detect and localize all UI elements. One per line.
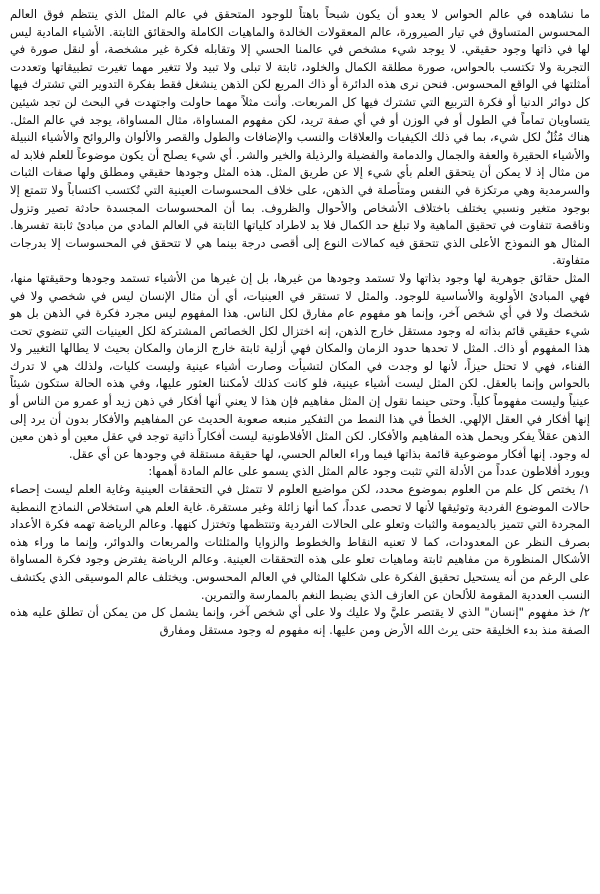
paragraph-forms-essence: المثل حقائق جوهرية لها وجود بذاتها ولا تستمد وجودها من غيرها، بل إن غيرها من الأشياء تستمد وجودها وحقيقتها منها، فهي المبادئ الأولوية والأساسية للوجود. والمثل لا تستقر في العينيات، أي أن مثال الإنسان ليس في شخصي ولا في شخصك ولا في أي شخص آخر، وإنما هو مفهوم عام مفارق لكل الناس. هذا المفهوم ليس مجرد فكرة في الذهن بل هو شيء حقيقي قائم بذاته له وجود مستقل خارج الذهن، إنه اختزال لكل الخصائص المشتركة لكل العينيات التي تنضوي تحت هذا المفهوم أو ذاك. المثل لا تحدها حدود الزمان والمكان فهي أزلية ثابتة خارج الزمان والمكان بحيث لا يطالها التغيير ولا الفناء، فهي لا تحتل حيزاً، لأنها لو وجدت في المكان لتشيأت وصارت أشياء عينية وليست كليات، ولذلك هي لا تدرك بالحواس وإنما بالعقل. لكن المثل ليست أشياء عينية، فلو كانت كذلك لأمكننا العثور عليها، وفي هذه الحالة ستكون شيئاً عينياً وليست مفهوماً كلياً. وحتى حينما نقول إن المثل مفاهيم فإن هذا لا يعني أنها أفكار في ذهن زيد أو عمرو من الناس أو إنها أفكار في العقل الإلهي. الخطأ في هذا النمط من التفكير منبعه صعوبة الحديث عن المفاهيم والأفكار بدون أن يرد إلى الذهن عقلاً يفكر ويحمل هذه المفاهيم والأفكار. لكن المثل الأفلاطونية ليست أفكاراً ذاتية توجد في عقل معين أو ذهن معين له وجود. إنها أفكار موضوعية قائمة بذاتها فيما وراء العالم الحسي، لها حقيقة مستقلة في وجودها عن أي عقل. — [10, 270, 590, 461]
paragraph-proofs-intro: ويورد أفلاطون عدداً من الأدلة التي تثبت وجود عالم المثل الذي يسمو على عالم المادة أهمها: — [148, 464, 590, 479]
paragraph-forms-theory: ما نشاهده في عالم الحواس لا يعدو أن يكون شبحاً باهتاً للوجود المتحقق في عالم المثل الذي ينتظم فوق العالم المحسوس المتساوق في تيار الصيرورة، عالم المعقولات الخالدة والماهيات الكاملة والحقائق الثابتة. الأشياء المادية ليس لها في ذاتها وجود حقيقي. لا يوجد شيء مشخص في عالمنا الحسي إلا وتقابله فكرة غير مشخصة، أو لنقل صورة في التجربة ولا تكتسب بالحواس، صورة مطلقة الكمال والخلود، ثابتة لا تبلى ولا تبيد ولا تتغير مهما تغيرت تطبيقاتها وتعددت أمثلتها في الواقع المحسوس. فنحن نرى هذه الدائرة أو ذاك المربع لكن الذهن ينشغل فقط بفكرة التدوير التي تشترك فيها كل دوائر الدنيا أو فكرة التربيع التي تشترك فيها كل المربعات. وأنت مثلاً مهما حاولت واجتهدت في البحث لن تجد شيئين يتساويان تماماً في الطول أو في الوزن أو في أي صفة تريد، لكن مفهوم المساواة، مثال المساواة، يوجد في عالم المثل. هناك مُثُلٌ لكل شيء، بما في ذلك الكيفيات والعلاقات والنسب والإضافات والطول والقصر والألوان والروائح والأشياء النبيلة والأشياء الحقيرة والعفة والجمال والدمامة والفضيلة والرذيلة والخير والشر. أي شيء يصلح أن يكون موضوعاً للعلم فلابد له من مثال إذ لا يمكن أن يتحقق العلم بأي شيء إلا عن طريق المثل. هذه المثل وجودها حقيقي ومطلق ولها صفات الثبات والسرمدية وهي مرتكزة في النفس ومتأصلة في الذهن، على خلاف المحسوسات العينية التي تُكتسب اكتساباً ولا تتمتع إلا بوجود متغير ونسبي يختلف باختلاف الأشخاص والأحوال والظروف. بما أن المحسوسات المجسدة حادثة تصير وتزول وناقصة تتفاوت في تحقيق الماهية ولا تبلغ حد الكمال فلا بد لاطراد كلياتها الثابتة في العالم المادي من مبادئ ثابتة تفسرها. المثال هو النموذج الأعلى الذي تتحقق فيه كمالات النوع إلى أقصى درجة بينما هي لا تتحقق في المحسوسات إلا بدرجات متفاوتة. — [10, 7, 590, 268]
numbered-point-1: ١/ يختص كل علم من العلوم بموضوع محدد، لكن مواضيع العلوم لا تتمثل في التحققات العينية وغاية العلم ليست إحصاء حالات الموضوع الفردية وتوثيقها لأنها لا تحصى عدداً، كما أنها زائلة وغير مستقرة. غاية العلم هي استخلاص النماذج النمطية المجردة التي تتميز بالديمومة والثبات وتعلو على الحالات الفردية وتنتظمها وتختزل كنهها. وعالم الرياضة تهمه فكرة الأعداد بصرف النظر عن المعدودات، كما لا تعنيه النقاط والخطوط والزوايا والمثلثات والمربعات والدوائر، وإنما ما وراء هذه الأشكال المنظورة من مفاهيم ثابتة وماهيات تعلو على هذه التحققات العينية. وعالم الرياضة يفترض وجود فكرة المساواة على الرغم من أنه يستحيل تحقيق الفكرة على شكلها المثالي في العالم المحسوس. ويختلف عالم الموسيقى الذي يكتشف النسب العددية المقومة للألحان عن العازف الذي يضبط النغم بالممارسة والتمرين. — [10, 482, 590, 602]
numbered-point-2: ٢/ خذ مفهوم "إنسان" الذي لا يقتصر عليَّ ولا عليك ولا على أي شخص آخر، وإنما يشمل كل من يمكن أن تطلق عليه هذه الصفة منذ بدء الخليقة حتى يرث الله الأرض ومن عليها. إنه مفهوم له وجود مستقل ومفارق — [10, 605, 590, 637]
